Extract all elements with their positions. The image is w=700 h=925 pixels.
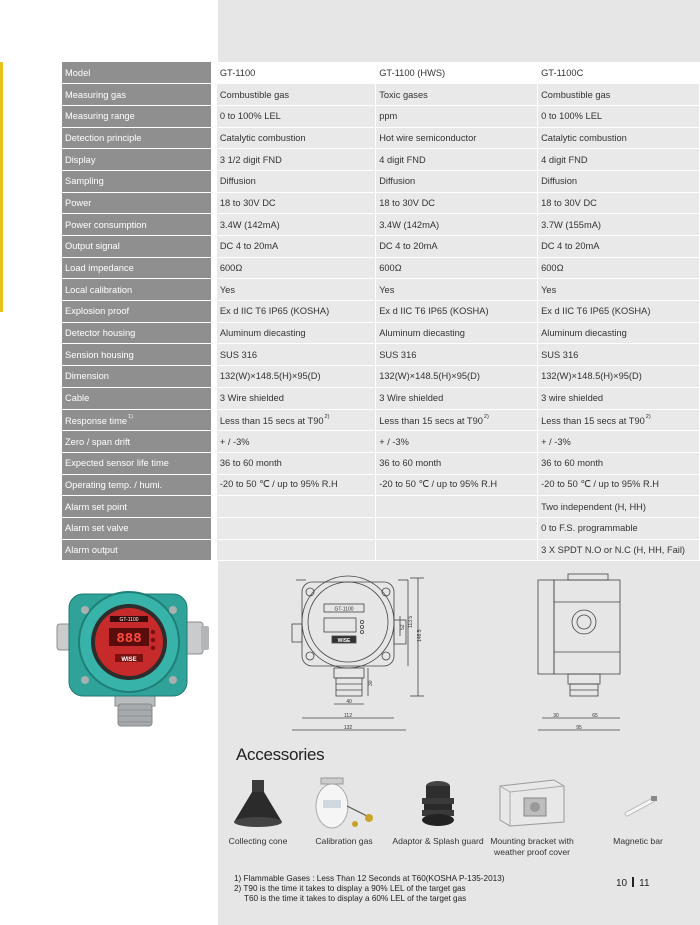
accessory-magnetic-bar [592,776,684,847]
row-label-text: Output signal [65,241,120,252]
row-value-text: + / -3% [541,436,571,447]
footnote-marker: 2) [645,413,651,420]
row-value [376,409,538,431]
table-row [62,214,700,236]
row-label-text: Response time [65,415,128,426]
footnotes [234,874,504,904]
row-value-text: 0 to 100% LEL [541,111,603,122]
row-value [538,322,700,344]
row-label [62,257,214,279]
side-dim-sensor: 30 [553,713,559,719]
row-label [62,84,214,106]
row-label-text: Dimension [65,371,109,382]
row-value [538,366,700,388]
row-label-text: Power consumption [65,219,147,230]
row-value [214,84,376,106]
model-name: GT-1100 (HWS) [376,62,538,84]
row-value-text: + / -3% [379,436,409,447]
row-value [214,366,376,388]
row-label [62,517,214,539]
table-row [62,452,700,474]
row-label-text: Expected sensor life time [65,458,169,469]
table-row [62,170,700,192]
row-value-text: Diffusion [219,176,256,187]
row-value-text: 3 wire shielded [541,393,604,404]
table-row [62,62,700,84]
table-row [62,517,700,539]
row-label [62,409,214,431]
row-label [62,127,214,149]
row-value-text: Hot wire semiconductor [379,132,477,143]
row-value [376,517,538,539]
row-label-text: Load impedance [65,263,134,274]
row-value-text: Combustible gas [541,89,611,100]
dim-height: 148.5 [417,629,423,642]
row-value [376,127,538,149]
product-brand-label: WISE [121,657,137,663]
dim-width: 132 [343,725,353,731]
row-label-text: Sension housing [65,349,134,360]
row-value-text: 4 digit FND [379,154,426,165]
row-value [214,127,376,149]
row-value-text: Toxic gases [379,89,428,100]
row-value [538,279,700,301]
row-value [538,236,700,258]
accessory-collecting-cone [212,776,304,847]
row-value-text: 36 to 60 month [541,458,604,469]
row-value-text: 3 Wire shielded [219,393,284,404]
product-photo [55,580,215,730]
drawing-model-label: GT-1100 [334,606,354,613]
row-label [62,192,214,214]
row-value [538,344,700,366]
row-label-text: Power [65,197,92,208]
row-value-text: 600Ω [219,263,243,274]
table-row [62,279,700,301]
row-value [376,170,538,192]
row-value-text: -20 to 50 ℃ / up to 95% R.H [541,479,660,490]
table-row [62,301,700,323]
row-value [214,517,376,539]
row-label [62,236,214,258]
row-value [538,170,700,192]
adaptor-splash-guard-icon [413,776,463,832]
row-value [214,387,376,409]
row-value [214,170,376,192]
row-value [214,496,376,518]
row-value-text: Two independent (H, HH) [541,501,646,512]
table-row [62,105,700,127]
row-value [376,192,538,214]
row-value-text: 4 digit FND [541,154,588,165]
row-value-text: Ex d IIC T6 IP65 (KOSHA) [541,306,651,317]
row-value [214,452,376,474]
table-row [62,366,700,388]
dim-sensor: 40 [346,699,352,705]
accessory-mounting-bracket [486,776,578,858]
table-row [62,387,700,409]
row-label [62,366,214,388]
row-label [62,452,214,474]
table-row [62,149,700,171]
row-value [214,214,376,236]
row-value [538,452,700,474]
row-value [538,517,700,539]
model-name: GT-1100 [214,62,376,84]
row-value [538,387,700,409]
model-name: GT-1100C [538,62,700,84]
row-value [214,344,376,366]
accessories-title: Accessories [236,745,325,764]
side-dim-depth: 95 [576,725,582,731]
row-value-text: 3.7W (155mA) [541,219,602,230]
accessory-label: Mounting bracket with weather proof cover [490,836,574,857]
row-value-text: ppm [379,111,398,122]
row-value-text: Less than 15 secs at T90 [541,415,645,426]
footnote-marker: 2) [324,413,330,420]
row-value-text: Ex d IIC T6 IP65 (KOSHA) [379,306,489,317]
row-label-text: Sampling [65,176,104,187]
row-value-text: Diffusion [541,176,578,187]
table-row [62,409,700,431]
side-dim-front: 65 [592,713,598,719]
row-value-text: SUS 316 [219,349,258,360]
row-label-text: Measuring gas [65,89,126,100]
dim-upper: 113.5 [408,615,414,628]
row-value-text: Diffusion [379,176,416,187]
row-value-text: SUS 316 [541,349,579,360]
row-label-text: Display [65,154,96,165]
row-label-text: Zero / span drift [65,436,131,447]
accessory-calibration-gas [298,776,390,847]
dim-body: 112 [344,713,352,719]
row-label-text: Cable [65,393,90,404]
row-label [62,279,214,301]
footnote-marker: 2) [483,413,489,420]
row-value [376,387,538,409]
row-value [538,431,700,453]
drawing-brand-label: WISE [337,638,351,644]
accessory-adaptor-splash-guard [392,776,484,847]
row-value-text: 0 to F.S. programmable [541,523,638,534]
row-value [376,149,538,171]
row-value [538,539,700,561]
row-value-text: 18 to 30V DC [379,197,436,208]
page-numbers [616,877,650,889]
row-value [376,539,538,561]
row-value [376,344,538,366]
row-value-text: 132(W)×148.5(H)×95(D) [379,371,480,382]
table-row [62,474,700,496]
row-value-text: Aluminum diecasting [379,328,465,339]
row-value-text: DC 4 to 20mA [219,241,279,252]
row-label [62,214,214,236]
mounting-bracket-icon [494,776,570,832]
row-value [538,192,700,214]
row-label-text: Alarm set point [65,501,128,512]
product-display-label: GT-1100 [119,617,139,623]
row-value [376,257,538,279]
row-value-text: + / -3% [219,436,250,447]
table-row [62,257,700,279]
row-value-text: Aluminum diecasting [219,328,306,339]
row-value-text: 0 to 100% LEL [219,111,281,122]
row-value [214,105,376,127]
footnote-marker: 1) [128,413,133,420]
row-value [214,301,376,323]
row-value-text: Less than 15 secs at T90 [219,415,324,426]
row-value [538,474,700,496]
row-value-text: 36 to 60 month [219,458,282,469]
row-value-text: Ex d IIC T6 IP65 (KOSHA) [219,306,330,317]
row-value [376,431,538,453]
row-value-text: 3.4W (142mA) [379,219,440,230]
table-row [62,431,700,453]
row-label [62,496,214,518]
row-label-text: Alarm set valve [65,523,129,534]
row-value-text: 600Ω [379,263,402,274]
row-value [214,322,376,344]
row-value [376,214,538,236]
row-value-text: -20 to 50 ℃ / up to 95% R.H [219,479,338,490]
yellow-accent-bar [0,62,3,312]
page-number-right: 11 [639,878,650,889]
row-label [62,322,214,344]
row-label-text: Operating temp. / humi. [65,479,163,490]
row-label [62,149,214,171]
collecting-cone-icon [228,776,288,832]
table-row [62,322,700,344]
row-value-text: 36 to 60 month [379,458,442,469]
row-label-text: Alarm output [65,544,118,555]
footnote-2: 2) T90 is the time it takes to display a 90% LEL of the target gas [234,884,466,893]
row-value-text: 600Ω [541,263,564,274]
row-value [376,322,538,344]
accessory-label: Collecting cone [228,836,288,846]
row-label: Model [62,62,214,84]
row-value [538,409,700,431]
row-value-text: Yes [541,284,557,295]
row-value [538,301,700,323]
row-value [538,127,700,149]
row-value-text: DC 4 to 20mA [541,241,600,252]
row-value [214,257,376,279]
row-value [214,409,376,431]
row-value-text: 3 Wire shielded [379,393,444,404]
table-row [62,539,700,561]
row-value-text: 3 1/2 digit FND [219,154,282,165]
row-value-text: DC 4 to 20mA [379,241,438,252]
row-value-text: 132(W)×148.5(H)×95(D) [219,371,321,382]
calibration-gas-icon [309,776,379,832]
table-row [62,127,700,149]
accessory-label: Adaptor & Splash guard [392,836,484,846]
row-value [214,431,376,453]
magnetic-bar-icon [613,776,663,832]
row-value-text: -20 to 50 ℃ / up to 95% R.H [379,479,498,490]
row-value [538,214,700,236]
row-value-text: Yes [219,284,235,295]
row-value-text: Less than 15 secs at T90 [379,415,483,426]
row-value [214,192,376,214]
accessory-label: Calibration gas [315,836,373,846]
row-value [538,84,700,106]
row-label [62,387,214,409]
product-display-digits: 888 [116,631,142,647]
page-number-left: 10 [616,878,628,889]
dim-lower: 30 [368,680,374,686]
table-row [62,84,700,106]
row-value [376,105,538,127]
spec-table [62,62,700,561]
row-value [214,539,376,561]
footnote-3: T60 is the time it takes to display a 60% LEL of the target gas [244,894,467,903]
row-value [376,236,538,258]
row-value [538,149,700,171]
table-row [62,344,700,366]
row-label [62,539,214,561]
front-view-drawing [284,572,444,732]
row-value [538,105,700,127]
row-value-text: Yes [379,284,395,295]
row-value [376,366,538,388]
row-value-text: SUS 316 [379,349,417,360]
row-label [62,344,214,366]
row-value [214,236,376,258]
row-value [538,257,700,279]
row-value [376,496,538,518]
row-label-text: Detector housing [65,328,136,339]
row-label [62,170,214,192]
row-value [376,84,538,106]
row-value-text: Combustible gas [219,89,290,100]
page-separator [632,877,634,887]
row-value [214,149,376,171]
dim-display: 52 [400,624,406,630]
row-value [214,279,376,301]
row-value-text: 132(W)×148.5(H)×95(D) [541,371,642,382]
row-label-text: Detection principle [65,132,142,143]
table-row [62,236,700,258]
row-value-text: 18 to 30V DC [219,197,276,208]
row-value-text: Aluminum diecasting [541,328,627,339]
row-value-text: Catalytic combustion [219,132,306,143]
row-value [376,452,538,474]
row-value [538,496,700,518]
footnote-1: 1) Flammable Gases : Less Than 12 Seconds at T60(KOSHA P-135-2013) [234,874,505,883]
table-row [62,496,700,518]
side-view-drawing [528,572,628,732]
row-label [62,105,214,127]
row-label [62,301,214,323]
row-value-text: 18 to 30V DC [541,197,597,208]
row-value-text: 3 X SPDT N.O or N.C (H, HH, Fail) [541,544,686,555]
table-row [62,192,700,214]
row-value-text: Catalytic combustion [541,132,627,143]
row-label-text: Measuring range [65,111,135,122]
row-value [214,474,376,496]
row-value [376,474,538,496]
row-label-text: Explosion proof [65,306,130,317]
row-value-text: 3.4W (142mA) [219,219,280,230]
row-value [376,301,538,323]
row-label [62,474,214,496]
row-label [62,431,214,453]
accessory-label: Magnetic bar [613,836,663,846]
row-value [376,279,538,301]
row-label-text: Local calibration [65,284,133,295]
